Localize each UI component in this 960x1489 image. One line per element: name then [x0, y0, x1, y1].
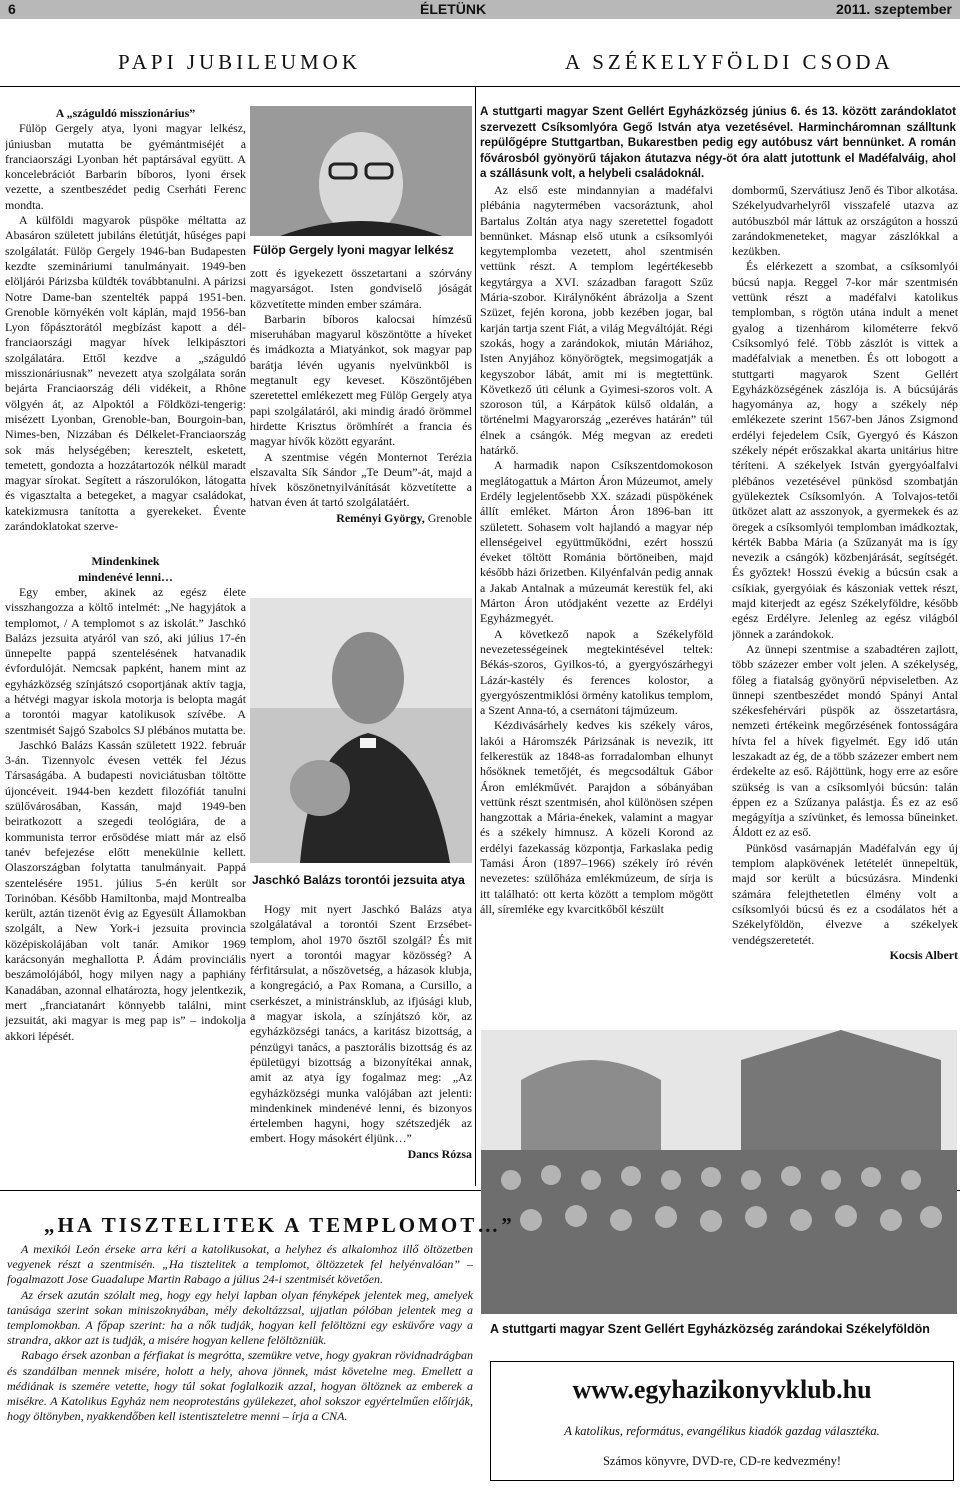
- paragraph: Az első este mindannyian a madéfalvi plébánia nagytermében vacsoráztunk, ahol Bartalus Zoltán atya nagy szeretettel fogadott bennünket. Másnap első utunk a csíksomlyói kegytemplomba vezetett, ahol szentmisén vettünk részt. A templom legértékesebb kegytárgya a XVI. században faragott Szűz Mária-szobor. Királynőként ábrázolja a Szent Szüzet, fején korona, jobb kezében jogar, bal karján tartja szent Fiát, a világ Megváltóját. Régi szokás, hogy a zarándokok, miután Máriához, Isten Anyjához könyörögtek, megsimogatják a kegyszobor lábát, amit mi is megtettünk. Következő úti célunk a Gyimesi-szoros volt. A szoroson túl, a Kárpátok külső oldalán, a történelmi Magyarország „ezeréves határán” túl élnek a csángók. Még megvan az eredeti határkő.: [480, 183, 713, 458]
- paragraph: Az érsek azután szólalt meg, hogy egy helyi lapban olyan fényképek jelentek meg, amelyek tanúsága szerint sokan miniszoknyában, mély dekoltázzsal, ujjatlan pólóban jelentek meg a templomokban. A főpap szerint: ha a nők tudják, hogyan kell felöltözni egy esküvőre vagy a strandra, akkor azt is tudják, a misére hogyan kellene felöltözniük.: [7, 1287, 473, 1348]
- paragraph: A mexikói León érseke arra kéri a katolikusokat, a helyhez és alkalomhoz illő öltözetben vegyenek részt a szentmisén. „Ha tisztelitek a templomot, öltözzetek fel helyénvalóan” – fogalmazott Jose Guadalupe Martin Rabago a július 24-i szentmisét követően.: [7, 1242, 473, 1287]
- bottom-article-body: [7, 1242, 473, 1424]
- ad-offer: Számos könyvre, DVD-re, CD-re kedvezmény!: [602, 1454, 842, 1468]
- section-title-left: PAPI JUBILEUMOK: [118, 50, 362, 74]
- ad-tagline: A katolikus, református, evangélikus kiadók gazdag választéka.: [564, 1424, 880, 1438]
- photo-caption-3: A stuttgarti magyar Szent Gellért Egyházközség zarándokai Székelyföldön: [490, 1322, 930, 1336]
- article-column-3: [480, 183, 713, 1026]
- photo-pilgrims-group: [481, 1030, 957, 1314]
- subhead-missionary: A „száguldó misszionárius”: [55, 106, 196, 120]
- publication-name: ÉLETÜNK: [420, 1, 487, 17]
- title-divider: [0, 86, 960, 87]
- paragraph: Fülöp Gergely atya, lyoni magyar lelkész, júniusban mutatta be gyémántmiséjét a franciaországi Lyonban hét paptársával együtt. A koncelebrációt Barbarin bíboros, lyoni érsek vezette, a szentbeszédet pedig Cserháti Ferenc mondta.: [5, 121, 246, 212]
- article-column-4: [732, 183, 958, 1026]
- article-column-2-top: [250, 266, 472, 588]
- paragraph: Rabago érsek azonban a férfiakat is megrótta, szemükre vetve, hogy gyakran rövidnadrágban és szandálban mennek misére, holott a hely, ahova jönnek, mást követelne meg. Emellett a médiának is szemére vetette, hogy túl sokat foglalkozik azzal, hogyan öltöznek az emberek a misékre. A Katolikus Egyház nem neoprotestáns gyülekezet, ahol sokszor egyértelműen előírják, hogy öltönyben, nyakkendőben kell istentiszteletre menni – írja a CNA.: [7, 1348, 473, 1424]
- photo-fulop-gergely: [250, 106, 472, 236]
- issue-date: 2011. szeptember: [836, 1, 952, 17]
- paragraph: Jaschkó Balázs Kassán született 1922. február 3-án. Tizennyolc évesen vették fel Jézus Társaságába. A budapesti noviciátusban töltötte újoncéveit. 1944-ben kezdett filozófiát tanulni szülővárosában, Kassán, majd 1949-ben beiratkozott a szegedi teológiára, de a kommunista terror erősödése miatt már az első tanév befejezése előtt menekülnie kellett. Olaszországban folytatta tanulmányait. Pappá szentelésére 1951. július 5-én került sor Torinóban. Később Hamiltonba, majd Montrealba került, aztán tizenöt évig az Egyesült Államokban szolgált, a New York-i jezsuita provincia középiskolájában volt tanár. Amikor 1969 karácsonyán meghallotta P. Ádám provinciális beszámolójából, hogy milyen nagy a paphiány Kanadában, azonnal elhatározta, hogy jelentkezik, mert „franciatanárt könnyebb találni, mint jezsuitát, aki magyar is meg pap is” – indokolja akkori lépését.: [5, 737, 246, 1043]
- paragraph: Kézdivásárhely kedves kis székely város, lakói a Háromszék Párizsának is nevezik, itt felkerestük az 1848-as forradalomban elhunyt hősöknek temetőjét, és megcsodáltuk Gábor Áron emlékművét. Parajdon a sóbányában vettünk részt szentmisén, ahol különösen szépen hangzottak a Mária-énekek, valamint a magyar és a székely himnusz. A közeli Korond az erdélyi fazekasság központja, Farkaslaka pedig Tamási Áron (1897–1966) székely író révén nevezetes: szülőháza emlékmúzeum, de sírja is itt található: ott kerta között a templom mögött áll, síremléke egy kvarcitkőből készült: [480, 718, 713, 916]
- paragraph: Az ünnepi szentmise a szabadtéren zajlott, több százezer ember volt jelen. A székelység, főleg a fiatalság gyönyörű népviseletben. Az ünnepi szentbeszédet mondó Spányi Antal székesfehérvári püspök az összetartásra, nemzeti értékeink megőrzésének fontosságára hívta fel a hívek figyelmét. Egy idő után leszakadt az ég, de a több százezer embert nem érdekelte az eső. Rájöttünk, hogy erre az esőre szükség is van a csíksomlyói búcsún: talán éppen ez a Szűzanya palástja. És ez az eső megágyítja a szívünket, és lemossa bűneinket. Áldott ez az eső.: [732, 641, 958, 840]
- ad-url-link[interactable]: www.egyhazikonyvklub.hu: [572, 1375, 872, 1404]
- section-title-right: A SZÉKELYFÖLDI CSODA: [565, 50, 894, 74]
- photo-caption-1: Fülöp Gergely lyoni magyar lelkész: [253, 243, 454, 257]
- subhead-everyone: Mindenkinek: [91, 554, 160, 569]
- bottom-article-title: „HA TISZTELITEK A TEMPLOMOT…”: [44, 1213, 515, 1237]
- paragraph: zott és igyekezett összetartani a szórvány magyarságot. Isten gondviselő jóságát közvetítette minden ember számára.: [250, 266, 472, 311]
- signature-remenyi: Reményi György, Grenoble: [336, 510, 472, 525]
- paragraph: Egy ember, akinek az egész élete visszhangozza a költő intelmét: „Ne hagyjátok a templomot, / A templomot s az iskolát.” Jaschkó Balázs jezsuita atyáról van szó, aki július 17-én ünnepelte pappá szentelésének hatvanadik évfordulóját. Nemcsak papként, hanem mint az egyházközség színjátszó csoportjának aktív tagja, a hétvégi magyar iskola motorja is belopta magát a torontói magyar katolikusok szívébe. A szentmisét Sajgó Szabolcs SJ plébános mutatta be.: [5, 584, 246, 737]
- subhead-everyone-2: mindenévé lenni…: [78, 569, 173, 584]
- paragraph: Hogy mit nyert Jaschkó Balázs atya szolgálatával a torontói Szent Erzsébet-templom, ahol 1970 ősztől szolgál? És mit nyert a torontói magyar közösség? A férfitársulat, a nőszövetség, a házasok klubja, a kongregáció, a Pax Romana, a Cursillo, a cserkészet, a ministránsklub, az ifjúsági klub, a magyar iskola, a színjátszó kör, az egyházközségi tanács, a karitász bizottság, a pénzügyi tanács, a pasztorális bizottság és az épületügyi bizottság a bizonyítékai annak, amit az atya így fogalmaz meg: „Az egyházközségi munka valójában azt jelenti: mindenkinek mindenévé lenni, és bizonyos értelemben hagyni, hogy szétszedjék az embert. Hogy másokért éljünk…”: [250, 902, 472, 1146]
- signature-kocsis: Kocsis Albert: [889, 947, 958, 962]
- column-divider: [475, 86, 476, 1186]
- paragraph: És elérkezett a szombat, a csíksomlyói búcsú napja. Reggel 7-kor már szentmisén vettünk részt a madéfalvi katolikus templomban, s rögtön utána indult a menet gyalog a tizenhárom kilométerre fekvő Csíksomlyó felé. Több zászlót is vittek a madéfalviak a menetben. És ott lobogott a stuttgarti magyarok Szent Gellért Egyházközségének zászlója is. A búcsújárás hagyománya az, hogy a székely nép emlékezete szerint 1567-ben János Zsigmond erdélyi fejedelem Csík, Gyergyó és Kászon székely népét erőszakkal akarta unitárius hitre téríteni. A székelyek István gyergyóalfalvi plébános vezetésével pünkösd szombatján gyülekeztek Csíksomlyón. A Tolvajos-tetői ütközet alatt az asszonyok, a gyermekek és az öregek a csíksomlyói templomban imádkoztak, kérték Babba Mária (a Szűzanyát ma is így nevezik a csángók) közbenjárását, segítségét. És győztek! Hosszú évekig a búcsún csak a csíkiak, gyergyóiak és kászoniak vettek részt, majd kiterjedt az egész Székelyföldre, később egész Erdélyre. Jelenleg az egész világból jönnek a zarándokok.: [732, 259, 958, 641]
- paragraph: dombormű, Szervátiusz Jenő és Tibor alkotása. Székelyudvarhelyről visszafelé utazva az autóbuszból már láttuk az országúton a hosszú zarándokmeneteket, magyar zászlókkal a kezükben.: [732, 183, 958, 259]
- paragraph: Barbarin bíboros kalocsai hímzésű miseruhában magyarul köszöntötte a híveket és imádkozta a Miatyánkot, sok magyar pap barátja lévén ugyanis nyelvünkből is megtanult egy keveset. Köszöntőjében szeretettel emlékezett meg Fülöp Gergely atya papi szolgálatáról, aki mindig áradó örömmel hirdette Krisztus örömhírét a francia és magyar hívők között egyaránt.: [250, 311, 472, 449]
- article-column-2-bottom: [250, 902, 472, 1188]
- signature-dancs: Dancs Rózsa: [407, 1146, 472, 1161]
- photo-caption-2: Jaschkó Balázs torontói jezsuita atya: [252, 873, 465, 887]
- paragraph: Pünkösd vasárnapján Madéfalván egy új templom alapkövének letételét ünnepeltük, majd sor került a búcsúzásra. Mindenki számára felejthetetlen élmény volt a csíksomlyói búcsú és ez a csodálatos hét a Székelyföldön, élvezve a székelyek vendégszeretetét.: [732, 840, 958, 947]
- article-column-1: [5, 106, 246, 1190]
- paragraph: A következő napok a Székelyföld nevezetességeinek megtekintésével teltek: Békás-szoros, Gyilkos-tó, a gyergyószárhegyi Lázár-kastély és ferences kolostor, a gyergyószentmiklósi örmény katolikus templom, a Szent Anna-tó, a csernátoni tájmúzeum.: [480, 626, 713, 718]
- paragraph: A külföldi magyarok püspöke méltatta az Abasáron született jubiláns életútját, hűséges papi szolgálatát. Fülöp Gergely 1946-ban Budapesten kezdte szemináriumi tanulmányait. 1949-ben elöljárói Párizsba küldték továbbtanulni. A párizsi Notre Dame-ban szentelték pappá 1951-ben. Grenoble környékén volt káplán, majd 1956-ban Lyon főpásztorától megbízást kapott a dél-franciaországi magyar hívek lelkipásztori szolgálatára. Ettől kezdve a „száguldó misszionáriusnak” nevezett atya szolgálata során bejárta Franciaország déli vidékeit, a Rhône völgyén át, az Alpoktól a Földközi-tengerig: misézett Lyonban, Grenoble-ban, Bourgoin-ban, Nimes-ben, Nizzában és Délkelet-Franciaország sok más helységében; keresztelt, esketett, temetett, gondozta a hozzátartozók nélkül maradt magyar sírokat. Segített a rászorulókon, látogatta és vigasztalta a betegeket, a magyar családokat, katekizmusra tanította a gyerekeket. Évente zarándoklatokat szerve-: [5, 213, 246, 534]
- paragraph: A harmadik napon Csíkszentdomokoson meglátogattuk a Márton Áron Múzeumot, amely Erdély legjelentősebb XX. századi püspökének állít emléket. Márton Áron 1896-ban itt született. Sohasem volt hajlandó a magyar nép ellenségeivel együttműködni, ezért hosszú éveket töltött Románia börtöneiben, majd később házi őrizetben. Kilyénfalván pedig annak a Jakab Antalnak a múzeumát kerestük fel, aki Márton Áron utódjaként vezette az Erdélyi Egyházmegyét.: [480, 458, 713, 626]
- photo-jaschko-balazs: [250, 598, 472, 863]
- advertisement-box: [490, 1361, 954, 1481]
- paragraph: A szentmise végén Monternot Terézia elszavalta Sík Sándor „Te Deum”-át, majd a hívek köszönetnyilvánítását közvetítette a hatvan éven át tartó szolgálatáért.: [250, 449, 472, 510]
- page-number: 6: [8, 1, 16, 17]
- page-header: [0, 0, 960, 19]
- article-lead: A stuttgarti magyar Szent Gellért Egyházközség június 6. és 13. között zarándoklatot szervezett Csíksomlyóra Gegő István atya vezetésével. Harmincháromnan szálltunk repülőgépre Stuttgartban, Bukarestben pedig egy autóbusz várt bennünket. A román fővárosból gyönyörű tájakon átutazva négy-öt óra alatt jutottunk el Madéfalváig, ahol a szállásunk volt, a helybeli családoknál.: [480, 105, 956, 181]
